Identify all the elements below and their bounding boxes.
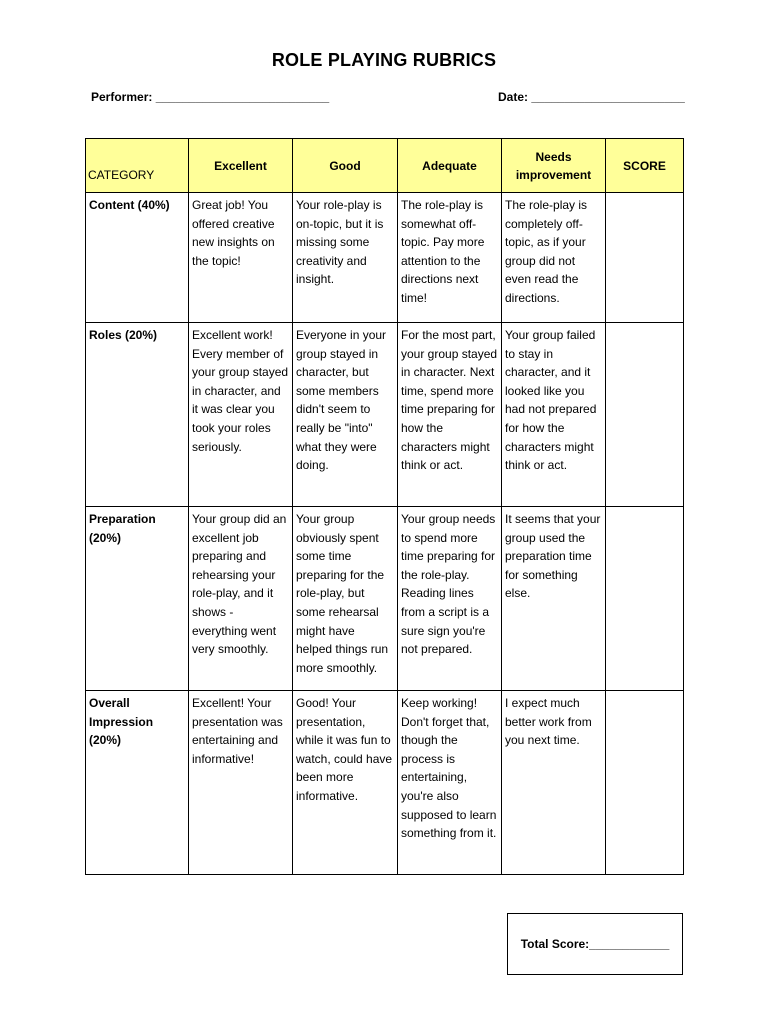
score-cell[interactable] (606, 323, 684, 507)
header-good: Good (293, 139, 398, 193)
excellent-cell: Your group did an excellent job preparing and rehearsing your role-play, and it shows - everything went very smoothly. (189, 507, 293, 691)
table-row (86, 507, 684, 691)
category-cell: Content (40%) (86, 193, 189, 323)
category-cell: Roles (20%) (86, 323, 189, 507)
excellent-cell: Excellent! Your presentation was entertaining and informative! (189, 691, 293, 875)
excellent-cell: Excellent work! Every member of your group stayed in character, and it was clear you took your roles seriously. (189, 323, 293, 507)
needs-improvement-cell: It seems that your group used the preparation time for something else. (502, 507, 606, 691)
good-cell: Your role-play is on-topic, but it is missing some creativity and insight. (293, 193, 398, 323)
table-row (86, 323, 684, 507)
total-score-box (507, 913, 683, 975)
needs-improvement-cell: The role-play is completely off-topic, as if your group did not even read the directions. (502, 193, 606, 323)
needs-improvement-cell: Your group failed to stay in character, and it looked like you had not prepared for how the characters might think or act. (502, 323, 606, 507)
rubric-table (85, 138, 684, 875)
good-cell: Everyone in your group stayed in character, but some members didn't seem to really be "into" what they were doing. (293, 323, 398, 507)
header-score: SCORE (606, 139, 684, 193)
adequate-cell: For the most part, your group stayed in character. Next time, spend more time preparing for how the characters might think or act. (398, 323, 502, 507)
adequate-cell: The role-play is somewhat off-topic. Pay more attention to the directions next time! (398, 193, 502, 323)
needs-improvement-cell: I expect much better work from you next time. (502, 691, 606, 875)
category-cell: Overall Impression (20%) (86, 691, 189, 875)
header-needs-improvement: Needs improvement (502, 139, 606, 193)
table-row (86, 193, 684, 323)
good-cell: Your group obviously spent some time preparing for the role-play, but some rehearsal might have helped things run more smoothly. (293, 507, 398, 691)
score-cell[interactable] (606, 507, 684, 691)
adequate-cell: Your group needs to spend more time preparing for the role-play. Reading lines from a script is a sure sign you're not prepared. (398, 507, 502, 691)
excellent-cell: Great job! You offered creative new insights on the topic! (189, 193, 293, 323)
header-row (86, 139, 684, 193)
score-cell[interactable] (606, 193, 684, 323)
date-field: Date: _______________________ (498, 90, 685, 104)
score-cell[interactable] (606, 691, 684, 875)
table-row (86, 691, 684, 875)
category-cell: Preparation (20%) (86, 507, 189, 691)
page-title: ROLE PLAYING RUBRICS (271, 50, 497, 70)
performer-field: Performer: __________________________ (91, 90, 330, 104)
header-excellent: Excellent (189, 139, 293, 193)
header-adequate: Adequate (398, 139, 502, 193)
good-cell: Good! Your presentation, while it was fun to watch, could have been more informative. (293, 691, 398, 875)
header-category: CATEGORY (86, 139, 189, 193)
adequate-cell: Keep working! Don't forget that, though the process is entertaining, you're also supposed to learn something from it. (398, 691, 502, 875)
total-score-label: Total Score:____________ (520, 937, 670, 951)
